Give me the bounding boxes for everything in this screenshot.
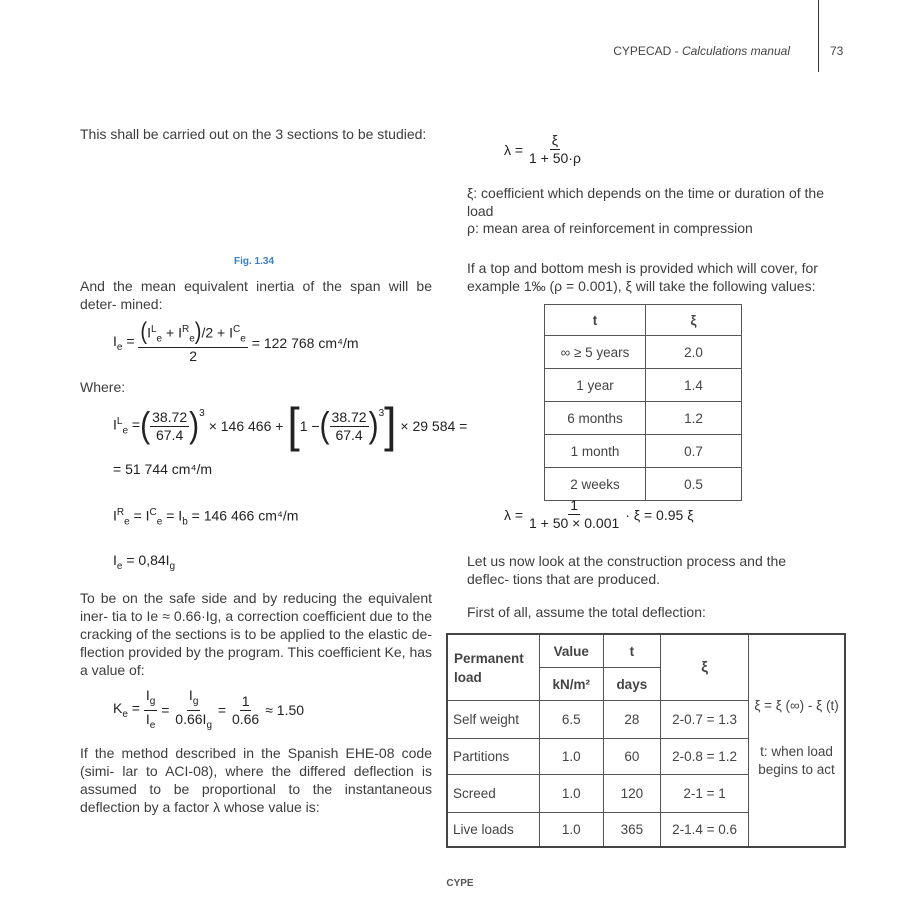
paragraph-mean-inertia: And the mean equivalent inertia of the span will be deter- mined: bbox=[80, 278, 432, 312]
table-row: Partitions 1.0 60 2-0.8 = 1.2 bbox=[447, 739, 845, 775]
eq2-one: 1 − bbox=[299, 418, 320, 434]
footer-brand: CYPE bbox=[446, 878, 474, 889]
where-label: Where: bbox=[80, 379, 126, 395]
equation-correction-coefficient: $K_e$ = $\frac{I_g}{I_e}$ = $\frac{I_g}{0.66I_g}$ = $\frac{1}{0.66}$ ≈ 1.50 bbox=[113, 687, 305, 731]
table-row: Screed 1.0 120 2-1 = 1 bbox=[447, 775, 845, 813]
paragraph-construction-process: Let us now look at the construction process and the deflec- tions that are produced. bbox=[467, 553, 787, 587]
eq2-result: = 51 744 cm⁴/m bbox=[113, 461, 213, 477]
t-unit: days bbox=[603, 668, 661, 701]
eq2-ratio-b: $\frac{38.72}{67.4}$ bbox=[331, 408, 367, 443]
table-row: 1 month 0.7 bbox=[545, 435, 742, 468]
lambda-calc-result: · ξ = 0.95 ξ bbox=[625, 506, 694, 523]
eq1-result: = 122 768 cm⁴/m bbox=[251, 335, 359, 352]
header-separator: - bbox=[671, 44, 682, 58]
header-product: CYPECAD bbox=[613, 44, 672, 58]
paragraph-correction: To be on the safe side and by reducing the equivalent iner- tia to Ie ≈ 0.66·Ig, a correction coefficient due to the cracking of the sections is to be applied to the elastic de- flection provided by the program. This coefficient Ke, has a value of: bbox=[80, 590, 433, 678]
figure-caption: Fig. 1.34 bbox=[234, 256, 275, 267]
page-number: 73 bbox=[830, 44, 844, 58]
equation-equivalent-inertia: $I_e = 0,84I_g$ bbox=[113, 552, 176, 572]
t-note: t: when load begins to act bbox=[758, 744, 835, 777]
paragraph-total-deflection: First of all, assume the total deflection: bbox=[467, 604, 706, 620]
table-row: 2 weeks 0.5 bbox=[545, 468, 742, 501]
equation-right-center-inertia: $I^R_e = I^C_e = I_b = 146$ 466 cm⁴/m bbox=[113, 507, 299, 528]
load-table-note bbox=[749, 634, 846, 847]
table-row: 6 months 1.2 bbox=[545, 402, 742, 435]
rho-definition: ρ: mean area of reinforcement in compression bbox=[467, 220, 753, 236]
eq2-end: × 29 584 = bbox=[400, 418, 468, 434]
xi-header: ξ bbox=[661, 634, 749, 701]
xi-table-header-xi: ξ bbox=[646, 305, 742, 336]
value-unit: kN/m² bbox=[539, 668, 603, 701]
xi-definition: ξ: coefficient which depends on the time or duration of the load bbox=[467, 185, 825, 219]
table-row: 1 year 1.4 bbox=[545, 369, 742, 402]
eq2-ratio-a: $\frac{38.72}{67.4}$ bbox=[152, 408, 188, 443]
eq2-lhs: $I^L_e$ = bbox=[113, 415, 141, 437]
table-row: Self weight 6.5 28 2-0.7 = 1.3 bbox=[447, 701, 845, 739]
header-rule bbox=[818, 0, 819, 72]
eq2-mid: × 146 466 + bbox=[208, 418, 284, 434]
xi-table-header-t: t bbox=[545, 305, 646, 336]
eq1-fraction: $\frac{(I^L_e + I^R_e)/2 + I^C_e}{2}$ bbox=[140, 318, 246, 365]
equation-lambda: λ = $\frac{\xi}{1 + 50\cdot\rho}$ bbox=[504, 132, 581, 166]
equation-left-inertia: $I^L_e$ = ( $\frac{38.72}{67.4}$ ) $^3$ × 146 466 + [ 1 − ( $\frac{38.72}{67.4}$ ) $^3$ ] × 29 584 = bbox=[113, 398, 468, 453]
t-header: t bbox=[603, 634, 661, 668]
running-header bbox=[613, 44, 790, 58]
equation-lambda-calculated: λ = $\frac{1}{1 + 50 \times 0.001}$ · ξ = 0.95 ξ bbox=[504, 497, 694, 531]
xi-formula: ξ = ξ (∞) - ξ (t) bbox=[754, 698, 839, 713]
table-row: ∞ ≥ 5 years 2.0 bbox=[545, 336, 742, 369]
header-title: Calculations manual bbox=[681, 44, 790, 58]
value-header: Value bbox=[539, 634, 603, 668]
eq5-result: ≈ 1.50 bbox=[265, 702, 305, 719]
xi-values-table bbox=[544, 304, 742, 501]
table-row: Live loads 1.0 365 2-1.4 = 0.6 bbox=[447, 813, 845, 847]
equation-mean-inertia bbox=[113, 318, 359, 365]
eq1-lhs: $I_e$ = bbox=[113, 333, 139, 354]
paragraph-sections: This shall be carried out on the 3 sections to be studied: bbox=[80, 126, 427, 142]
load-header: Permanent load bbox=[447, 634, 539, 701]
paragraph-mesh: If a top and bottom mesh is provided which will cover, for example 1‰ (ρ = 0.001), ξ will take the following values: bbox=[467, 260, 818, 294]
paragraph-ehe-method: If the method described in the Spanish EHE-08 code (simi- lar to ACI-08), where the differed deflection is assumed to be proportional to the instantaneous deflection by a factor λ whose value is: bbox=[80, 745, 432, 815]
load-table bbox=[446, 633, 846, 848]
